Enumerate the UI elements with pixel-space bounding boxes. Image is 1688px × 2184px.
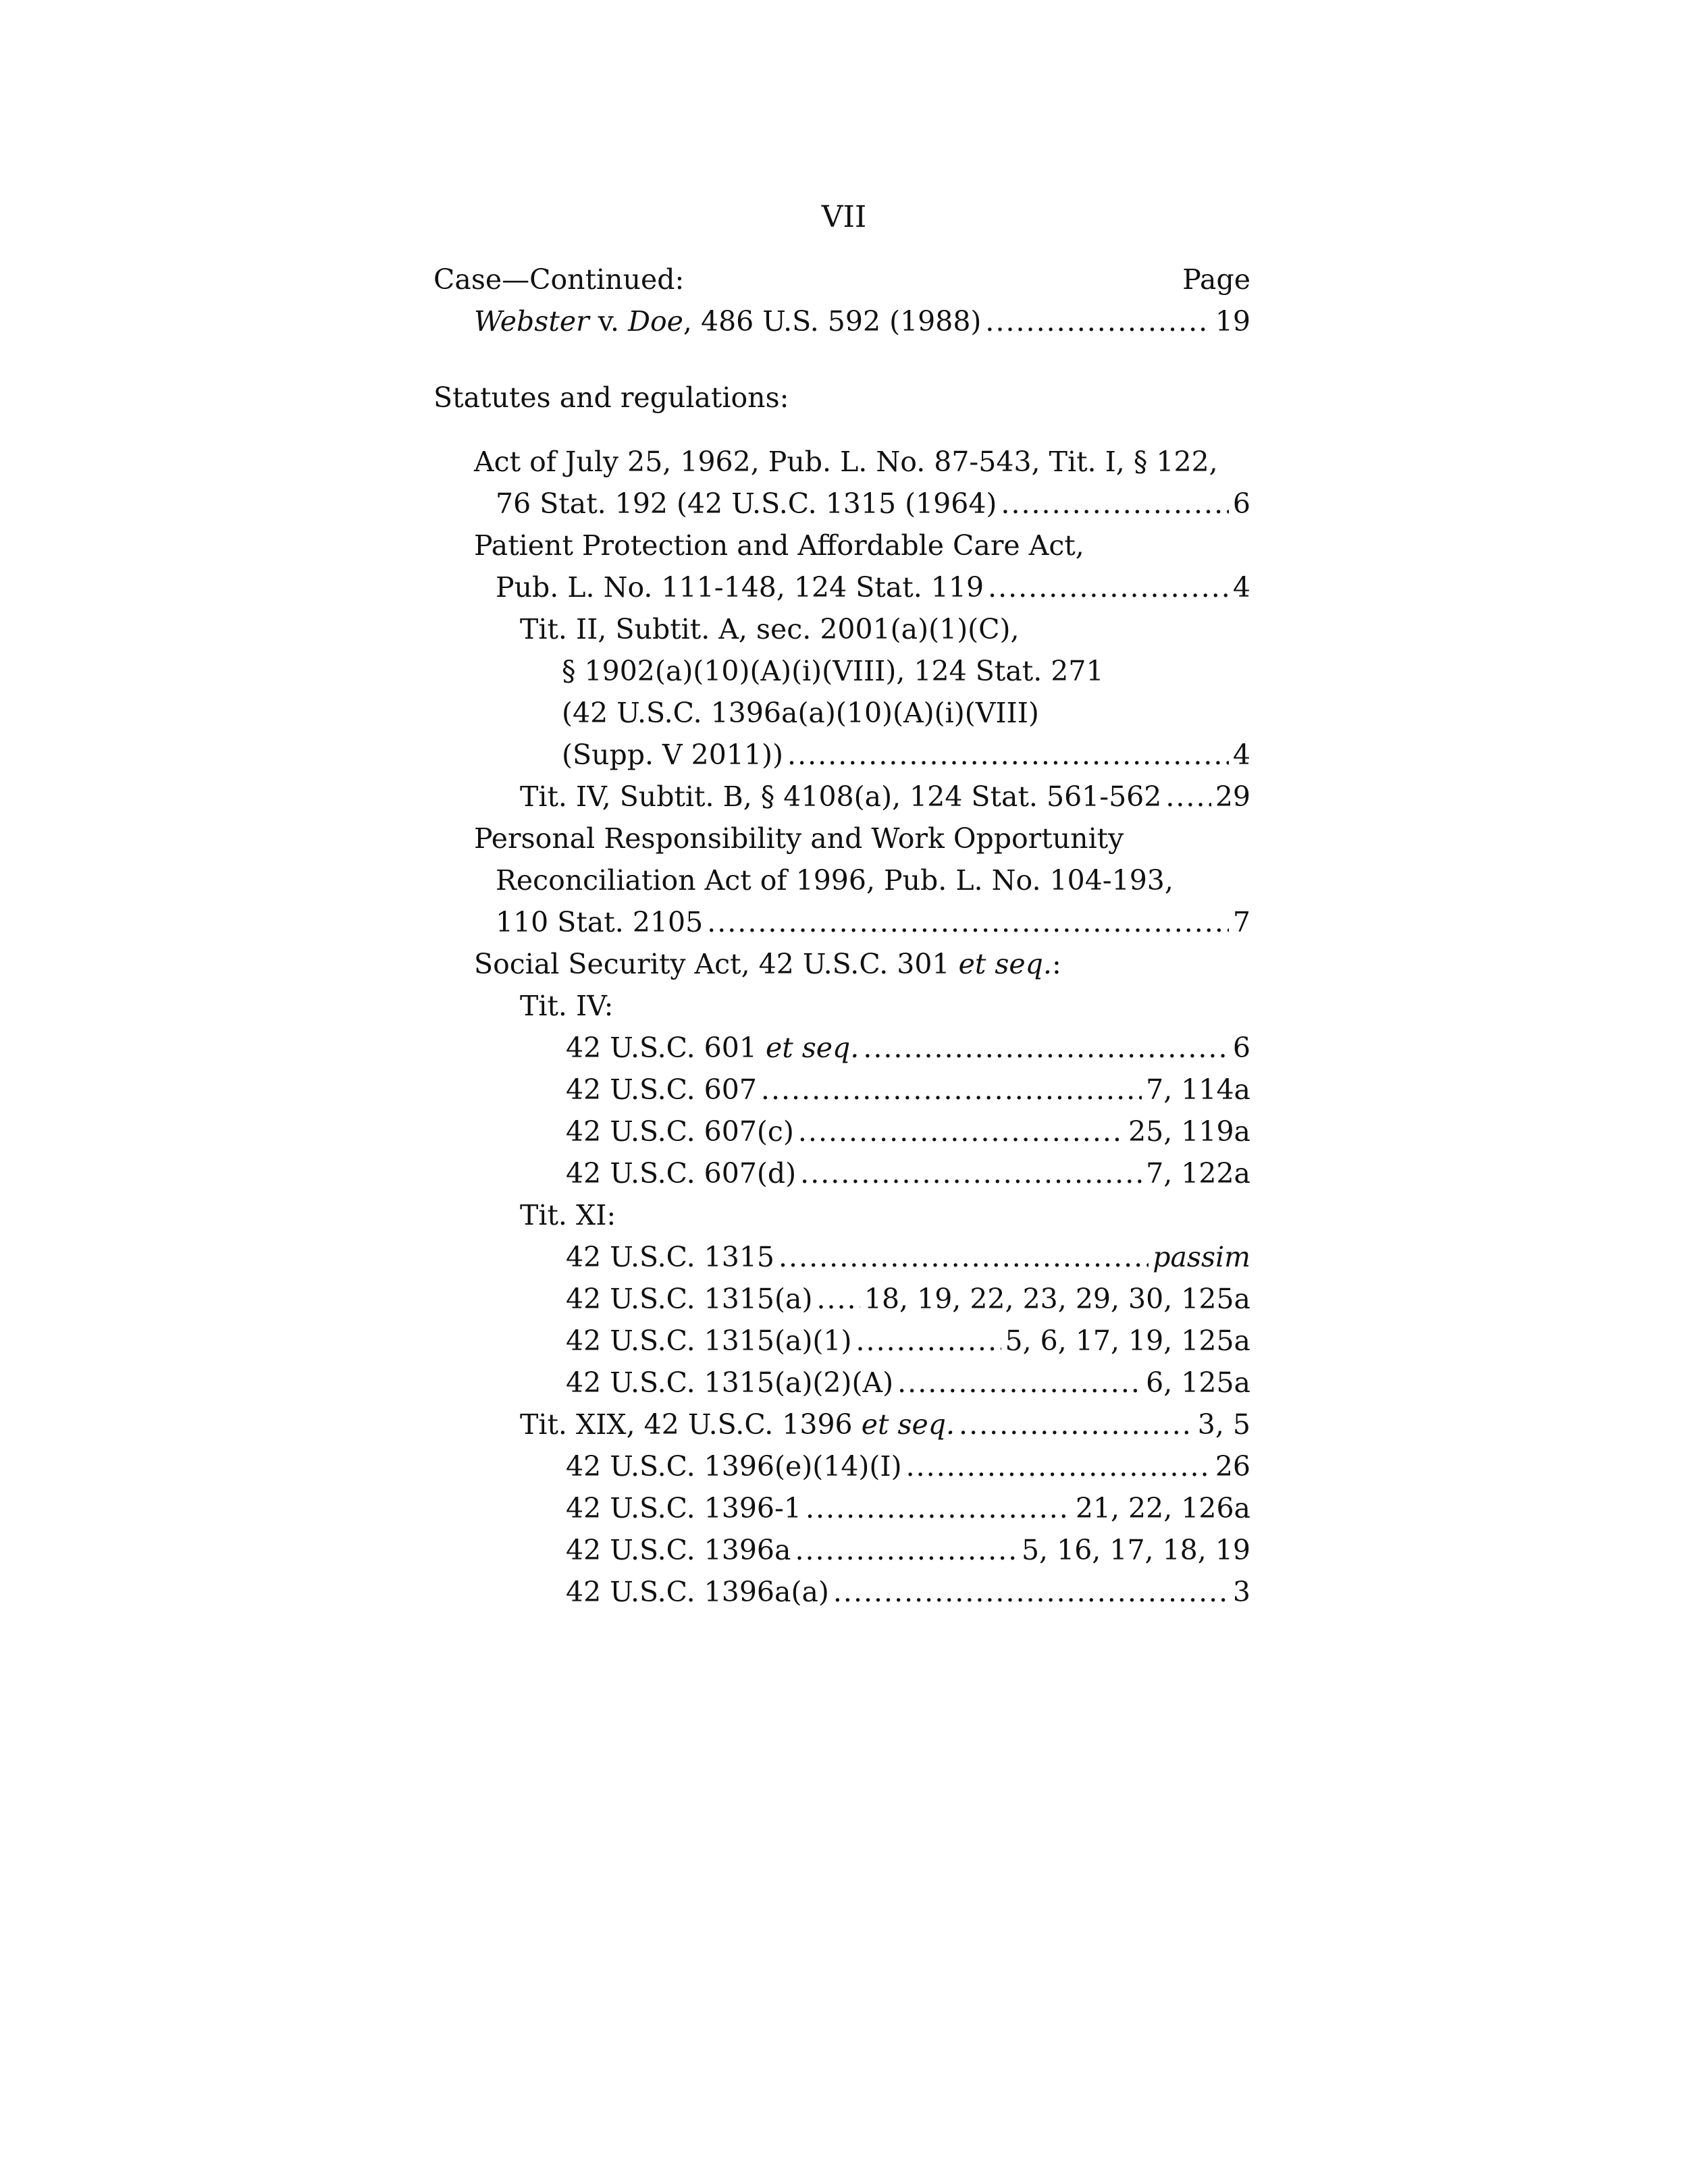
page-ref: 26 bbox=[1215, 1450, 1250, 1483]
statute-line: (42 U.S.C. 1396a(a)(10)(A)(i)(VIII) bbox=[562, 697, 1039, 729]
statute-text: 42 U.S.C. 1315(a) bbox=[566, 1283, 813, 1315]
page-column-label: Page bbox=[1182, 263, 1250, 296]
party-name: Doe bbox=[628, 305, 683, 338]
statute-text: 110 Stat. 2105 bbox=[496, 906, 704, 938]
statute-entry-prwora bbox=[433, 901, 1250, 943]
page-ref: 6 bbox=[1232, 487, 1250, 520]
dot-leader bbox=[806, 1487, 1072, 1529]
statute-line-ssa bbox=[433, 943, 1250, 985]
page-ref: 21, 22, 126a bbox=[1075, 1492, 1250, 1524]
page-ref: 25, 119a bbox=[1128, 1115, 1250, 1148]
page-ref: 18, 19, 22, 23, 29, 30, 125a bbox=[864, 1283, 1250, 1315]
dot-leader bbox=[779, 1236, 1149, 1278]
statute-line: Patient Protection and Affordable Care Act, bbox=[474, 529, 1084, 562]
statute-entry bbox=[433, 1069, 1250, 1111]
statute-text: Tit. XIX, 42 U.S.C. 1396 bbox=[520, 1408, 862, 1441]
statute-entry bbox=[433, 1278, 1250, 1320]
statute-text: 76 Stat. 192 (42 U.S.C. 1315 (1964) bbox=[496, 487, 997, 520]
page-ref: 7, 114a bbox=[1146, 1073, 1250, 1106]
statute-italic: et seq. bbox=[861, 1408, 955, 1441]
statute-line: § 1902(a)(10)(A)(i)(VIII), 124 Stat. 271 bbox=[562, 655, 1104, 687]
statute-entry bbox=[433, 1152, 1250, 1194]
statute-entry bbox=[433, 1111, 1250, 1152]
page-ref: passim bbox=[1153, 1241, 1250, 1273]
dot-leader bbox=[787, 734, 1229, 776]
statute-entry bbox=[433, 1445, 1250, 1487]
statute-entry bbox=[433, 1571, 1250, 1613]
statute-text: 42 U.S.C. 607 bbox=[566, 1073, 757, 1106]
case-citation bbox=[474, 300, 981, 342]
statute-text: 42 U.S.C. 1396(e)(14)(I) bbox=[566, 1450, 902, 1483]
statute-citation bbox=[520, 1404, 955, 1445]
dot-leader bbox=[1001, 483, 1229, 525]
statute-text: 42 U.S.C. 1315(a)(2)(A) bbox=[566, 1366, 894, 1399]
statutes-entries bbox=[433, 441, 1250, 1613]
statute-text: 42 U.S.C. 607(d) bbox=[566, 1157, 797, 1190]
statute-italic: et seq. bbox=[765, 1032, 860, 1064]
dot-leader bbox=[959, 1404, 1194, 1445]
statutes-heading: Statutes and regulations: bbox=[433, 381, 789, 414]
statute-text: 42 U.S.C. 1396a bbox=[566, 1534, 791, 1566]
statute-entry-tit19 bbox=[433, 1404, 1250, 1445]
statute-line: Tit. II, Subtit. A, sec. 2001(a)(1)(C), bbox=[520, 613, 1020, 645]
statute-entry-act-1962 bbox=[433, 483, 1250, 525]
dot-leader bbox=[897, 1362, 1142, 1404]
statute-entry bbox=[433, 1027, 1250, 1069]
statute-italic: et seq. bbox=[958, 948, 1052, 980]
dot-leader bbox=[906, 1445, 1211, 1487]
statute-citation bbox=[566, 1027, 859, 1069]
statute-suffix: : bbox=[1051, 948, 1061, 980]
statute-entry bbox=[433, 1320, 1250, 1362]
case-versus: v. bbox=[589, 305, 629, 338]
dot-leader bbox=[800, 1152, 1142, 1194]
cases-heading-row bbox=[433, 259, 1250, 300]
cases-heading: Case—Continued: bbox=[433, 263, 685, 296]
page-number: VII bbox=[821, 200, 867, 234]
page-ref: 19 bbox=[1215, 305, 1250, 338]
statute-text: Pub. L. No. 111-148, 124 Stat. 119 bbox=[496, 571, 984, 604]
dot-leader bbox=[833, 1571, 1229, 1613]
statute-entry bbox=[433, 1529, 1250, 1571]
case-cite: , 486 U.S. 592 (1988) bbox=[683, 305, 982, 338]
page-ref: 5, 16, 17, 18, 19 bbox=[1021, 1534, 1250, 1566]
statute-entry bbox=[433, 1362, 1250, 1404]
statute-text: 42 U.S.C. 1315 bbox=[566, 1241, 775, 1273]
statute-text: Tit. IV, Subtit. B, § 4108(a), 124 Stat. 561-562 bbox=[520, 780, 1162, 813]
statute-text: (Supp. V 2011)) bbox=[562, 739, 784, 771]
case-entry-webster bbox=[433, 300, 1250, 342]
statute-text: 42 U.S.C. 1315(a)(1) bbox=[566, 1325, 852, 1357]
dot-leader bbox=[798, 1111, 1124, 1152]
statute-entry-ppaca-tit4 bbox=[433, 776, 1250, 818]
statute-entry bbox=[433, 1236, 1250, 1278]
page-ref: 4 bbox=[1232, 739, 1250, 771]
statute-line: Reconciliation Act of 1996, Pub. L. No. 104-193, bbox=[496, 864, 1173, 897]
page-ref: 5, 6, 17, 19, 125a bbox=[1005, 1325, 1250, 1357]
title-label: Tit. IV: bbox=[520, 990, 614, 1022]
page-ref: 7, 122a bbox=[1146, 1157, 1250, 1190]
cases-section bbox=[433, 259, 1250, 342]
dot-leader bbox=[856, 1320, 1001, 1362]
page-ref: 6 bbox=[1232, 1032, 1250, 1064]
page-ref: 3 bbox=[1232, 1576, 1250, 1608]
statute-entry-ppaca bbox=[433, 566, 1250, 608]
statute-text: Social Security Act, 42 U.S.C. 301 bbox=[474, 948, 959, 980]
dot-leader bbox=[795, 1529, 1018, 1571]
dot-leader bbox=[863, 1027, 1229, 1069]
page-ref: 7 bbox=[1232, 906, 1250, 938]
dot-leader bbox=[761, 1069, 1142, 1111]
page-ref: 6, 125a bbox=[1146, 1366, 1250, 1399]
statute-text: 42 U.S.C. 601 bbox=[566, 1032, 766, 1064]
dot-leader bbox=[985, 300, 1211, 342]
statute-entry bbox=[433, 1487, 1250, 1529]
statute-line: Act of July 25, 1962, Pub. L. No. 87-543, Tit. I, § 122, bbox=[474, 446, 1218, 478]
dot-leader bbox=[988, 566, 1229, 608]
party-name: Webster bbox=[474, 305, 589, 338]
page-ref: 4 bbox=[1232, 571, 1250, 604]
dot-leader bbox=[1165, 776, 1211, 818]
dot-leader bbox=[816, 1278, 860, 1320]
dot-leader bbox=[707, 901, 1229, 943]
page-ref: 29 bbox=[1215, 780, 1250, 813]
statute-entry-ppaca-tit2 bbox=[433, 734, 1250, 776]
statute-text: 42 U.S.C. 1396-1 bbox=[566, 1492, 801, 1524]
statute-text: 42 U.S.C. 1396a(a) bbox=[566, 1576, 829, 1608]
statute-line: Personal Responsibility and Work Opportunity bbox=[474, 822, 1124, 855]
statute-text: 42 U.S.C. 607(c) bbox=[566, 1115, 794, 1148]
statutes-section bbox=[433, 377, 1250, 419]
title-label: Tit. XI: bbox=[520, 1199, 616, 1231]
page-ref: 3, 5 bbox=[1197, 1408, 1250, 1441]
